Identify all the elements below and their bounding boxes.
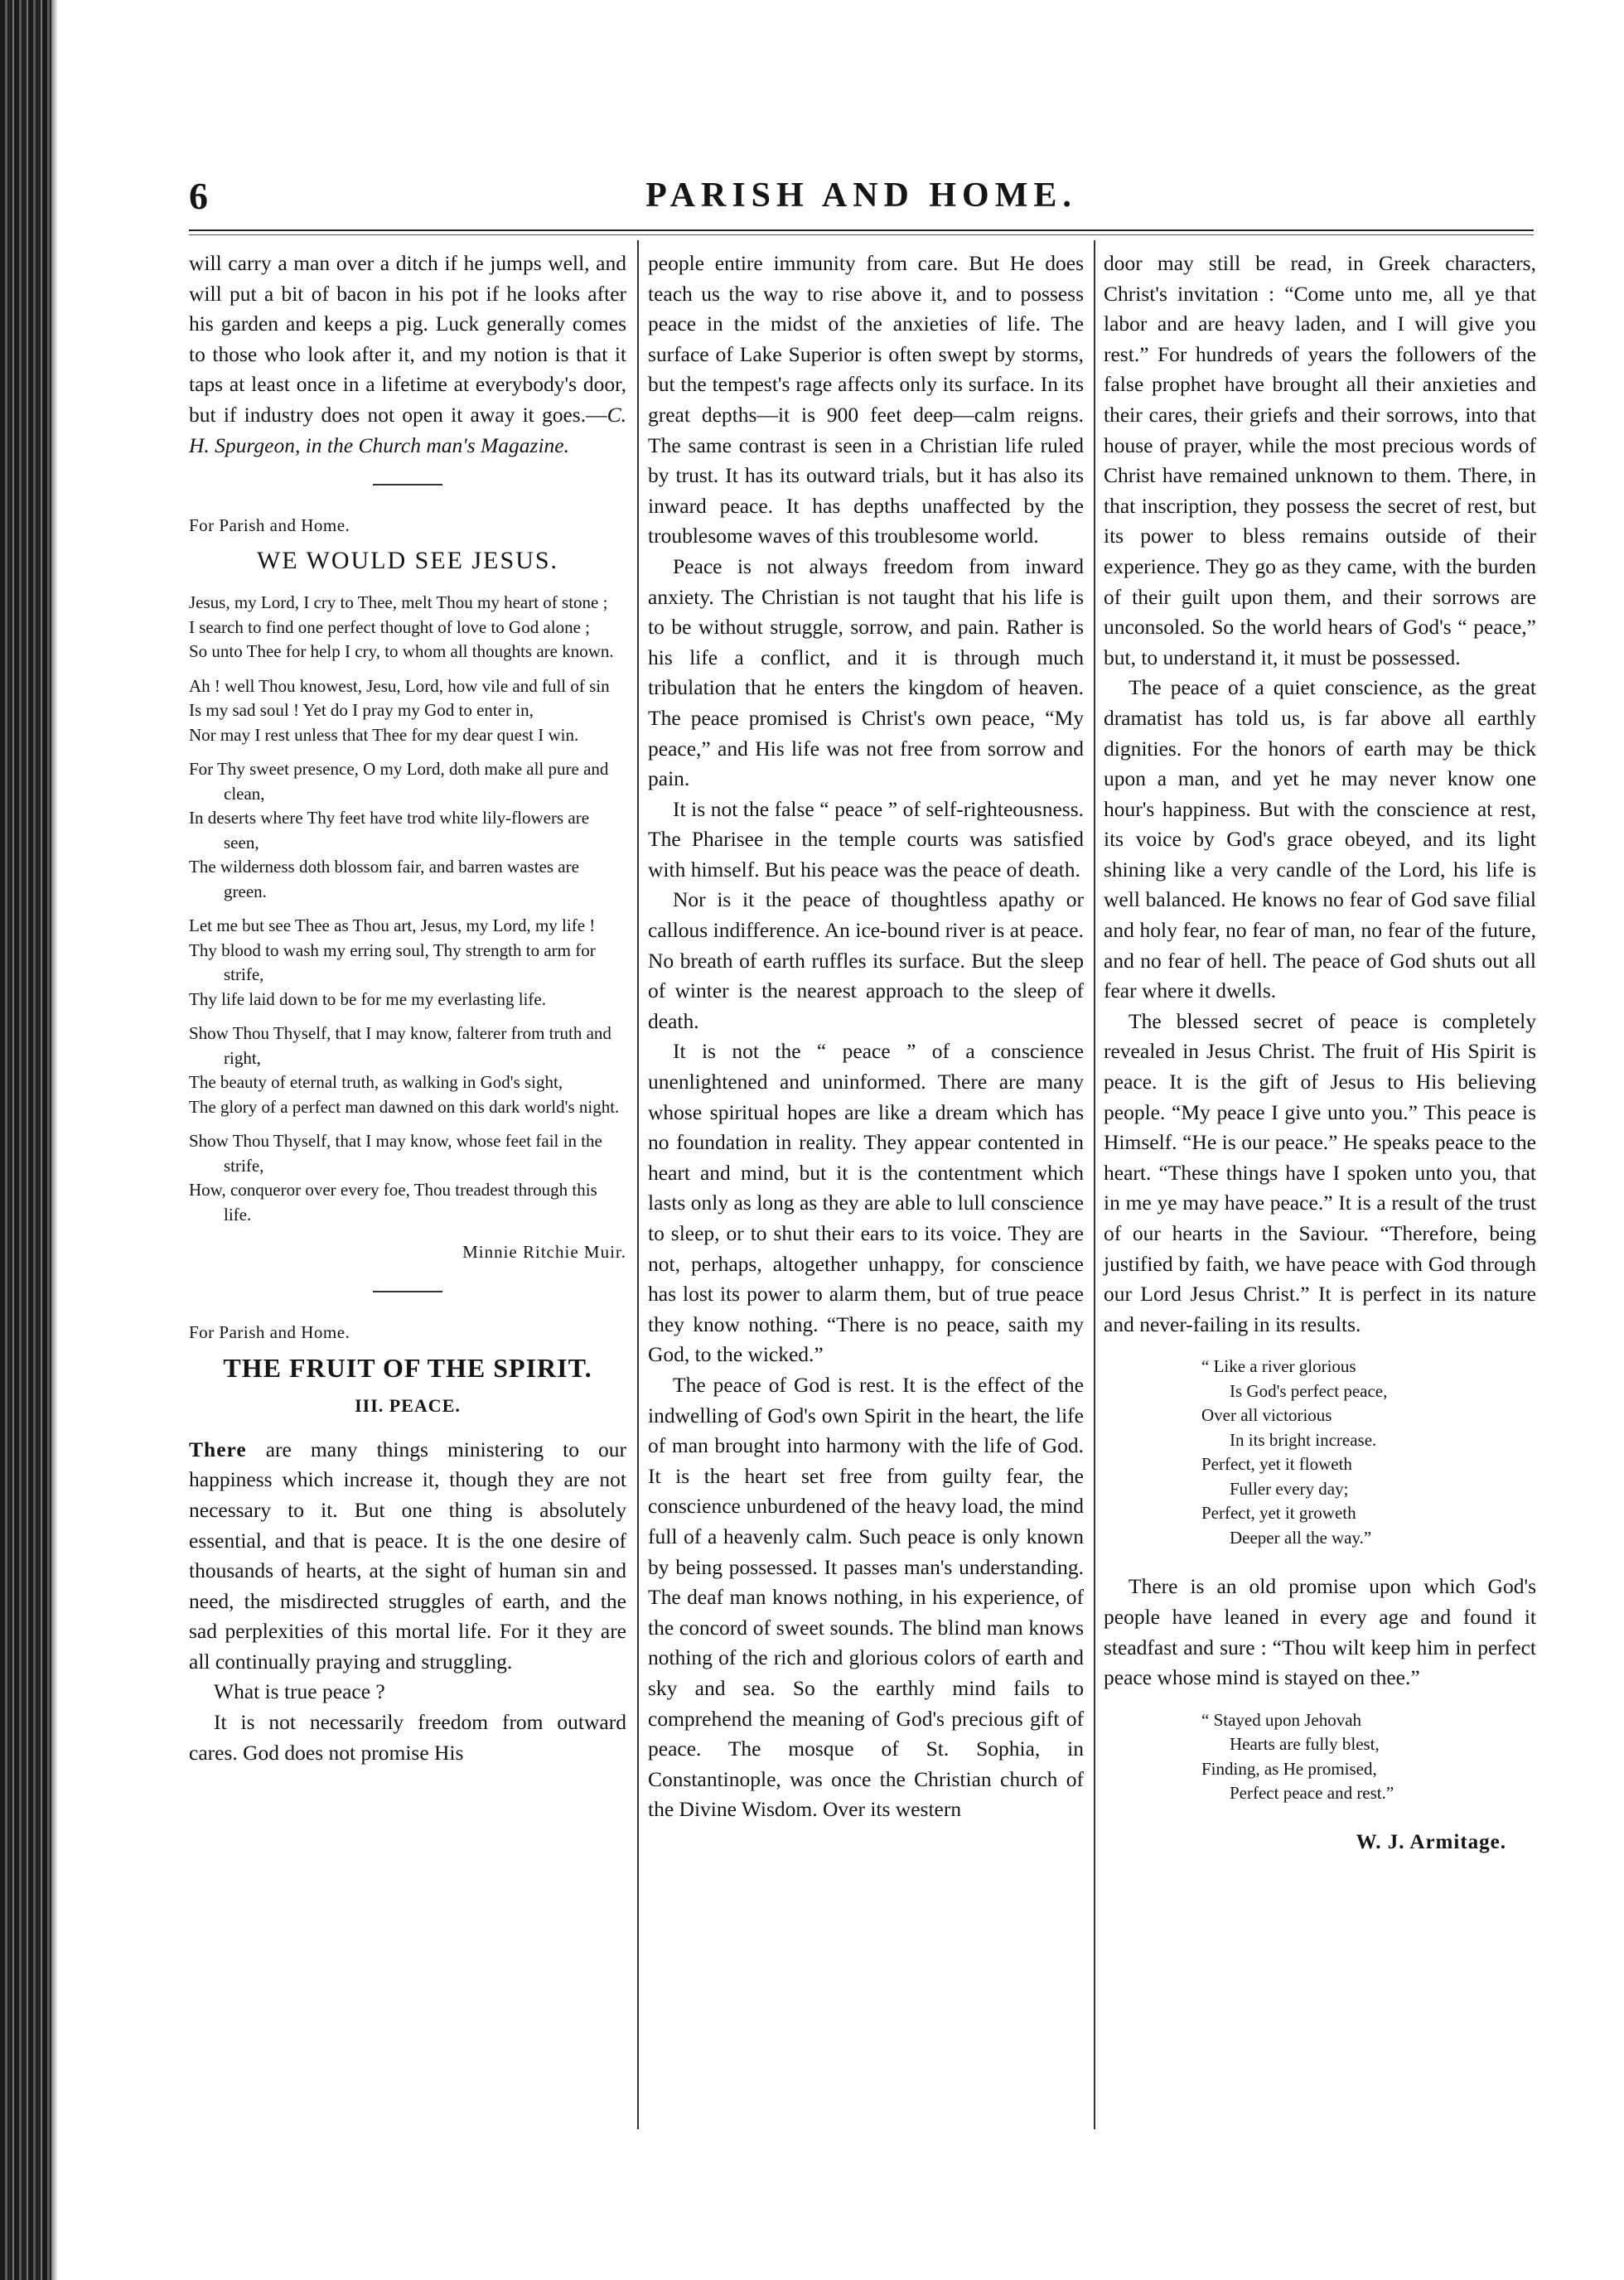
poem-stanza [189,757,626,904]
source-credit: C. H. Spurgeon, in the Church man's Magazine. [189,402,626,457]
poem-line: How, conqueror over every foe, Thou treadest through this life. [189,1180,597,1225]
poem-title: WE WOULD SEE JESUS. [256,546,559,574]
article-title: THE FRUIT OF THE SPIRIT. [223,1352,592,1383]
paragraph: There are many things ministering to our happiness which increase it, though they are not necessary to it. But one thing is absolutely essential, and that is peace. It is the one desire of thousands of hearts, at the sight of human sin and need, the misdirected struggles of earth, and the sad perplexities of this mortal life. For it they are all continually praying and struggling. [189,1437,626,1674]
poem-line: Thy blood to wash my erring soul, Thy strength to arm for strife, [189,940,596,985]
verse-line: Over all victorious [1201,1405,1332,1426]
page-header [189,174,1534,224]
paragraph: The blessed secret of peace is completely revealed in Jesus Christ. The fruit of His Spirit is peace. It is the gift of Jesus to His believing people. “My peace I give unto you.” This peace is Himself. “He is our peace.” He speaks peace to the heart. “These things have I spoken unto you, that in me ye may have peace.” It is a result of the trust of our hearts in the Saviour. “Therefore, being justified by faith, we have peace with God through our Lord Jesus Christ.” It is perfect in its nature and never-failing in its results. [1104,1008,1536,1336]
column-divider-2 [1094,240,1095,2129]
poem-line: So unto Thee for help I cry, to whom all thoughts are known. [189,641,614,662]
verse-line: Perfect, yet it floweth [1201,1454,1352,1475]
quoted-verse [1201,1708,1536,1806]
poem-line: Is my sad soul ! Yet do I pray my God to enter in, [189,700,534,721]
header-rule [189,229,1534,231]
poem-line: Let me but see Thee as Thou art, Jesus, my Lord, my life ! [189,915,596,936]
paragraph: It is not the false “ peace ” of self-righteousness. The Pharisee in the temple courts was satisfied with himself. But his peace was the peace of death. [648,796,1084,882]
poem-stanza [189,674,626,748]
poem-stanza [189,591,626,664]
poem-line: Nor may I rest unless that Thee for my dear quest I win. [189,724,579,745]
article-subtitle: III. PEACE. [355,1395,461,1417]
verse-line: Perfect, yet it groweth [1201,1503,1356,1524]
verse-line: Is God's perfect peace, [1230,1380,1388,1401]
header-rule-thin [189,234,1534,235]
poem-stanza [189,914,626,1012]
verse-line: Hearts are fully blest, [1230,1734,1380,1755]
paragraph: It is not the “ peace ” of a conscience unenlightened and uninformed. There are many whose spiritual hopes are like a dream which has no foundation in reality. They appear contented in heart and mind, but it is the contentment which lasts only as long as they are able to lull conscience to sleep, or to shut their ears to its voice. They are not, perhaps, altogether unhappy, for conscience has lost its power to alarm them, but of true peace they know nothing. “There is no peace, saith my God, to the wicked.” [648,1039,1084,1367]
column-divider-1 [637,240,639,2129]
poem-stanza [189,1022,626,1119]
verse-line: In its bright increase. [1230,1429,1377,1450]
poem-line: Jesus, my Lord, I cry to Thee, melt Thou my heart of stone ; [189,592,608,613]
verse-line: Finding, as He promised, [1201,1758,1377,1779]
poem-line: The wilderness doth blossom fair, and barren wastes are green. [189,857,579,901]
poem-line: Thy life laid down to be for me my everlasting life. [189,988,546,1009]
poem-line: The glory of a perfect man dawned on this dark world's night. [189,1096,620,1117]
poem-line: In deserts where Thy feet have trod white lily-flowers are seen, [189,808,590,853]
paragraph: What is true peace ? [214,1679,385,1704]
column-2 [648,249,1084,1825]
paragraph: Nor is it the peace of thoughtless apathy or callous indifference. An ice-bound river is at peace. No breath of earth ruffles its surface. But the sleep of winter is the nearest approach to the sleep of death. [648,887,1084,1033]
paragraph: It is not necessarily freedom from outward cares. God does not promise His [189,1710,626,1765]
byline-for: For Parish and Home. [189,1321,350,1342]
byline-for: For Parish and Home. [189,515,350,536]
paragraph: people entire immunity from care. But He does teach us the way to rise above it, and to possess peace in the midst of the anxieties of life. The surface of Lake Superior is often swept by storms, but the tempest's rage affects only its surface. In its great depths—it is 900 feet deep—calm reigns. The same contrast is seen in a Christian life ruled by trust. It has its outward trials, but it has also its inward peace. It has depths unaffected by the troublesome waves of this troublesome world. [648,251,1084,548]
running-title: PARISH AND HOME. [645,176,1077,215]
paragraph: There is an old promise upon which God's people have leaned in every age and found it steadfast and sure : “Thou wilt keep him in perfect peace whose mind is stayed on thee.” [1104,1574,1536,1690]
column-1 [189,249,626,1768]
separator [373,1291,442,1292]
column-3 [1104,249,1536,1857]
verse-line: Perfect peace and rest.” [1230,1783,1394,1804]
poem-line: For Thy sweet presence, O my Lord, doth make all pure and clean, [189,759,609,804]
poem-author: Minnie Ritchie Muir. [462,1242,626,1263]
quoted-verse [1201,1355,1536,1550]
verse-line: Deeper all the way.” [1230,1527,1372,1548]
separator [373,484,442,485]
poem-line: Show Thou Thyself, that I may know, whose feet fail in the strife, [189,1131,602,1176]
book-spine [0,0,51,2280]
paragraph: will carry a man over a ditch if he jumps well, and will put a bit of bacon in his pot if he looks after his garden and keeps a pig. Luck generally comes to those who look after it, and my notion is that it taps at least once in a lifetime at everybody's door, but if industry does not open it away it goes.—C. H. Spurgeon, in the Church man's Magazine. [189,251,626,457]
poem-stanza [189,1129,626,1227]
poem-line: Ah ! well Thou knowest, Jesu, Lord, how vile and full of sin [189,675,610,696]
verse-line: “ Like a river glorious [1201,1356,1356,1377]
article-author: W. J. Armitage. [1356,1830,1506,1853]
poem-line: I search to find one perfect thought of love to God alone ; [189,616,591,637]
verse-line: “ Stayed upon Jehovah [1201,1709,1362,1730]
poem [189,591,626,1227]
poem-line: Show Thou Thyself, that I may know, falterer from truth and right, [189,1023,611,1068]
paragraph: The peace of a quiet conscience, as the great dramatist has told us, is far above all earthly dignities. For the honors of earth may be thick upon a man, and yet he may never know one hour's happiness. But with the conscience at rest, its voice by God's grace obeyed, and its light shining like a very candle of the Lord, his life is well balanced. He knows no fear of God save filial and holy fear, no fear of man, no fear of the future, and no fear of hell. The peace of God shuts out all fear where it dwells. [1104,675,1536,1003]
page-number: 6 [189,175,208,217]
paragraph: Peace is not always freedom from inward anxiety. The Christian is not taught that his life is to be without struggle, sorrow, and pain. Rather is his life a conflict, and it is through much tribulation that he enters the kingdom of heaven. The peace promised is Christ's own peace, “My peace,” and His life was not free from sorrow and pain. [648,553,1084,791]
poem-line: The beauty of eternal truth, as walking in God's sight, [189,1072,563,1093]
verse-line: Fuller every day; [1230,1478,1349,1499]
paragraph: door may still be read, in Greek characters, Christ's invitation : “Come unto me, all ye that labor and are heavy laden, and I will give you rest.” For hundreds of years the followers of the false prophet have brought all their anxieties and their cares, their griefs and their sorrows, into that house of prayer, while the most precious words of Christ have remained unknown to them. There, in that inscription, they possess the secret of rest, but its power to bless remains outside of their experience. They go as they came, with the burden of their guilt upon them, and their sorrows are unconsoled. So the world hears of God's “ peace,” but, to understand it, it must be possessed. [1104,251,1536,669]
paragraph: The peace of God is rest. It is the effect of the indwelling of God's own Spirit in the heart, the life of man brought into harmony with the life of God. It is the heart set free from guilty fear, the conscience unburdened of the heavy load, the mind full of a heavenly calm. Such peace is only known by being possessed. It passes man's understanding. The deaf man knows nothing, in his experience, of the concord of sweet sounds. The blind man knows nothing of the rich and glorious colors of earth and sky and sea. So the earthly mind fails to comprehend the meaning of God's precious gift of peace. The mosque of St. Sophia, in Constantinople, was once the Christian church of the Divine Wisdom. Over its western [648,1372,1084,1822]
